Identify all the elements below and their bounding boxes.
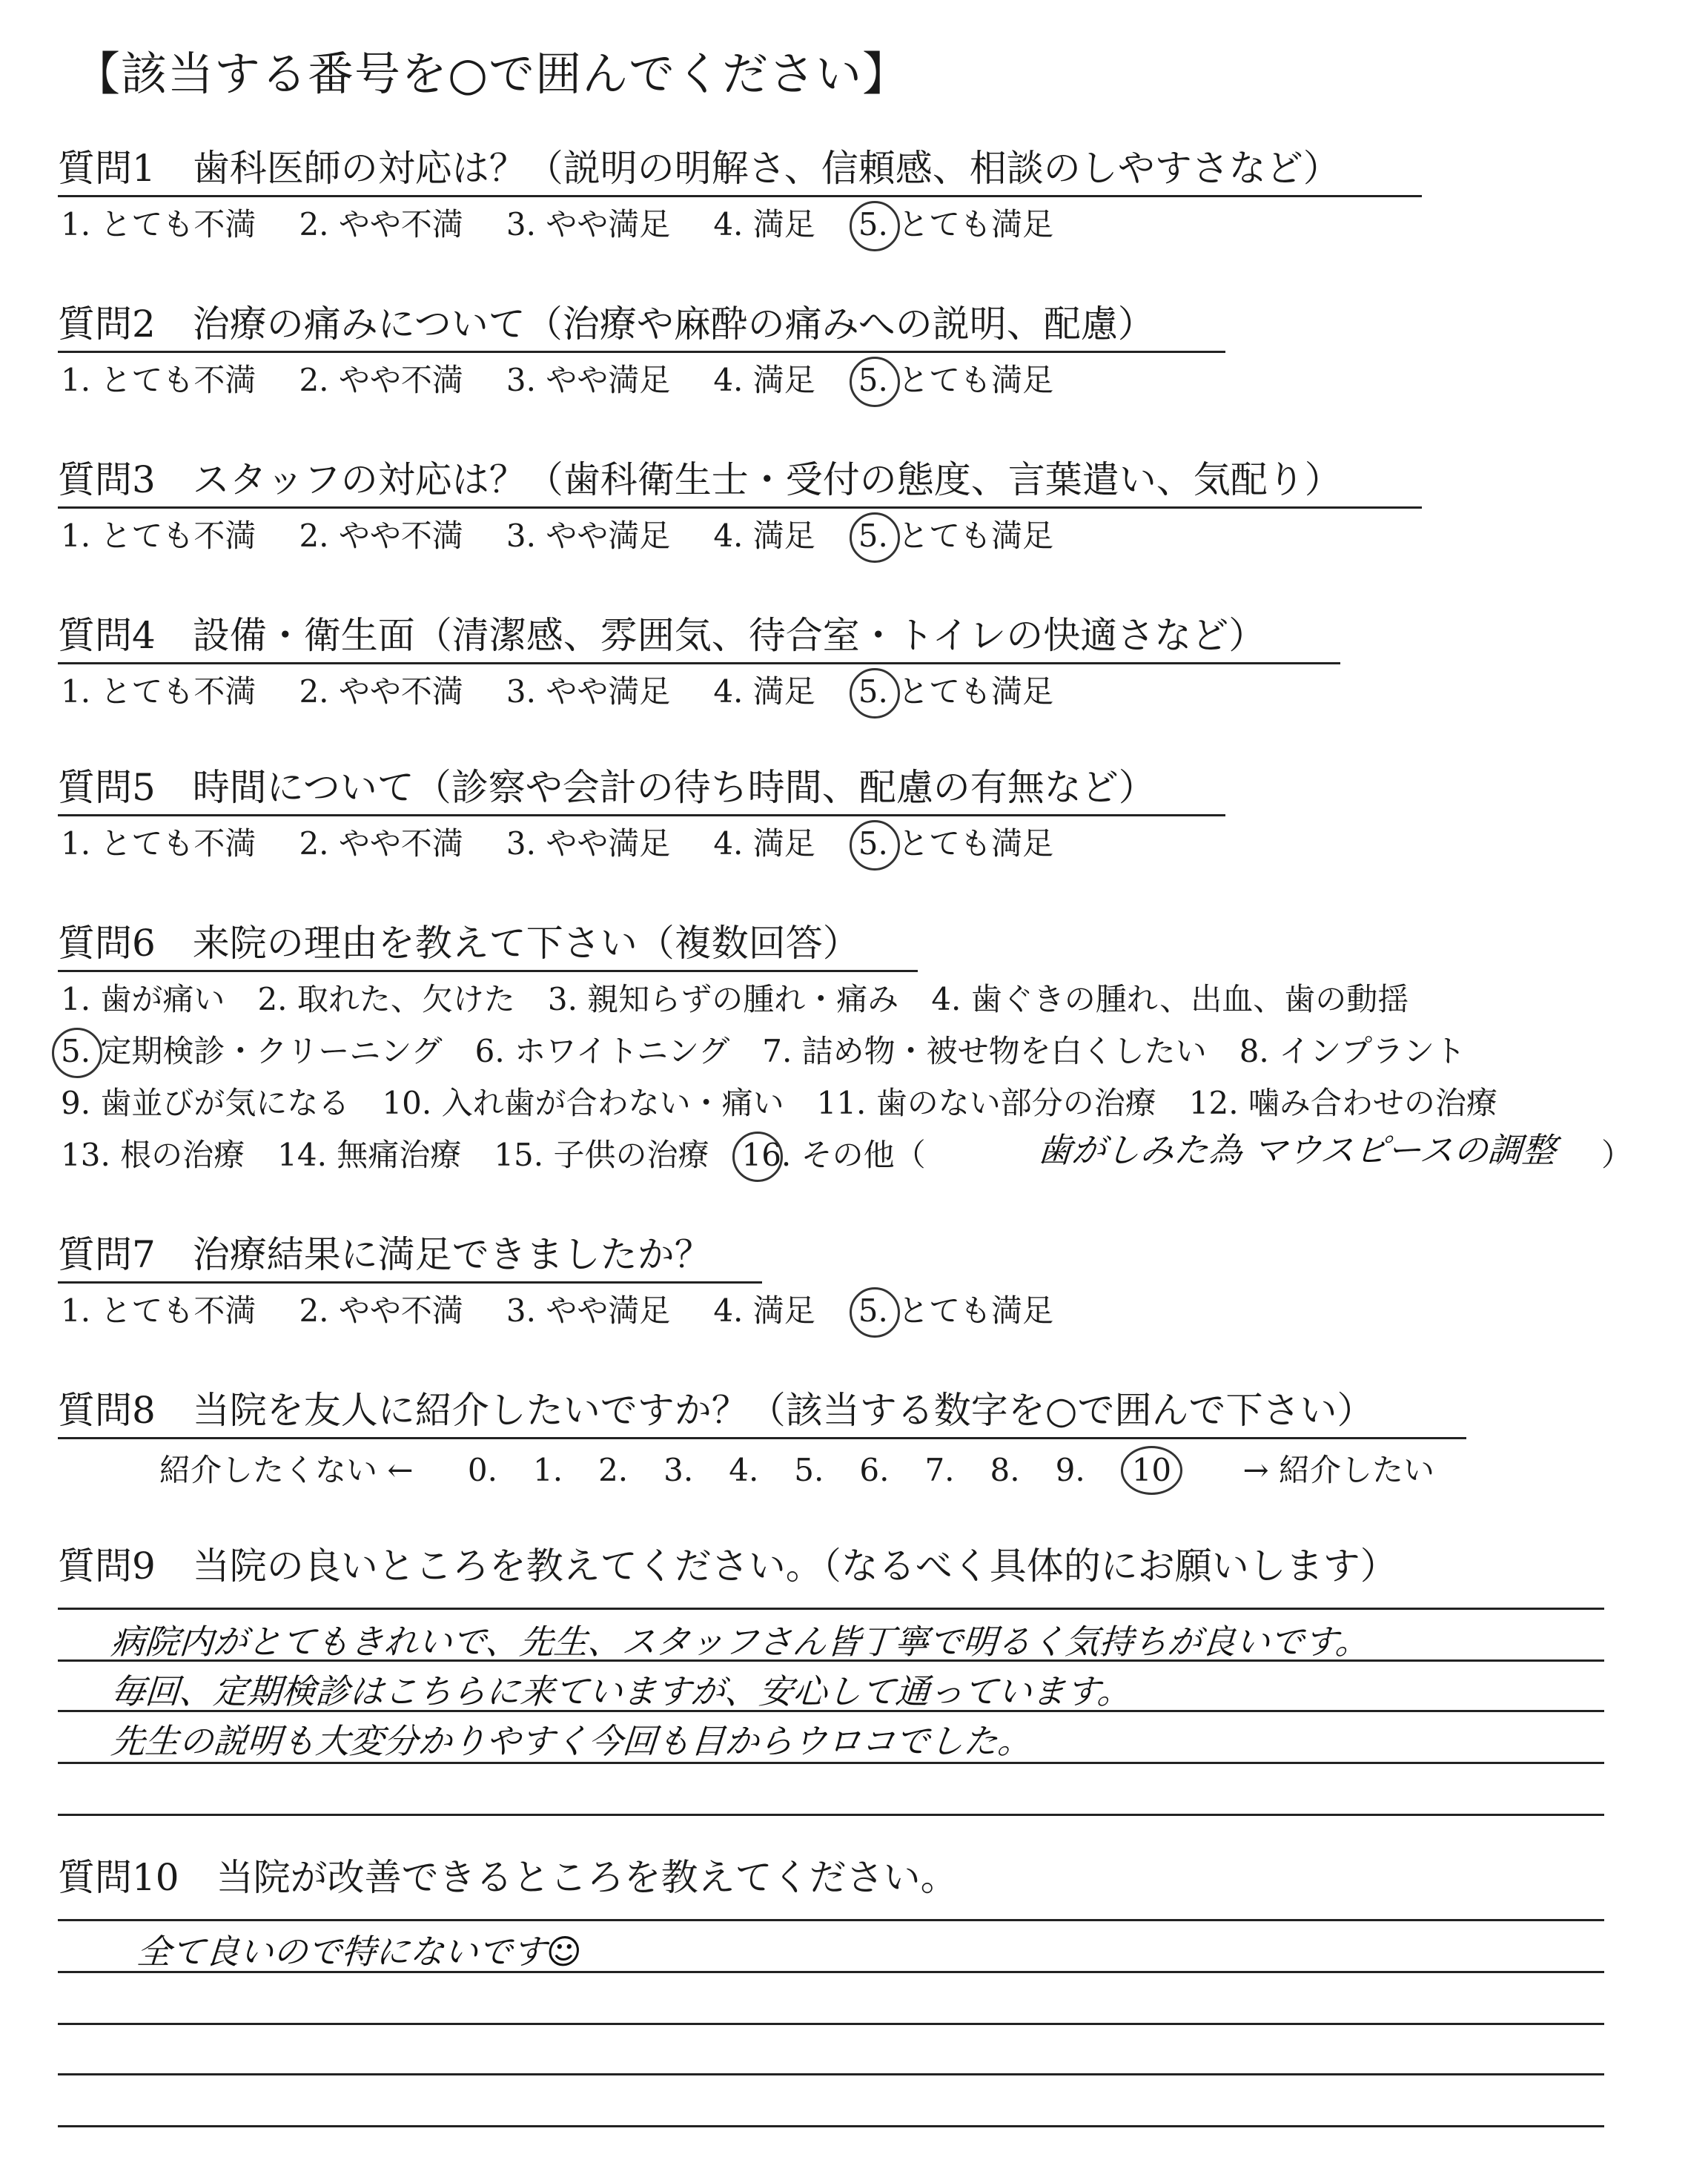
- q1-option-2: 2. やや不満: [299, 206, 463, 242]
- q9-answer-3: 先生の説明も大変分かりやすく今回も目からウロコでした。: [109, 1721, 1033, 1761]
- q1-option-4: 4. 満足: [713, 206, 815, 242]
- q2-option-2: 2. やや不満: [299, 362, 463, 398]
- q1-options: [61, 204, 1096, 245]
- q10-line-3: [58, 2023, 1604, 2025]
- q4-underline: [58, 662, 1340, 664]
- q2-title: 質問2 治療の痛みについて（治療や麻酔の痛みへの説明、配慮）: [58, 303, 1155, 346]
- q4-option-2: 2. やや不満: [299, 673, 463, 710]
- q8-scale-2: 2.: [598, 1452, 629, 1488]
- q6-option-4: 4. 歯ぐきの腫れ、出血、歯の動揺: [931, 981, 1409, 1017]
- q9-line-3: [58, 1710, 1604, 1712]
- q6-option-16: 16. その他（: [741, 1135, 925, 1176]
- q8-scale-9: 9.: [1055, 1452, 1085, 1488]
- q3-option-1: 1. とても不満: [61, 518, 256, 554]
- q7-option-4: 4. 満足: [713, 1292, 815, 1329]
- q6-title: 質問6 来院の理由を教えて下さい（複数回答）: [58, 922, 860, 965]
- q7-title: 質問7 治療結果に満足できましたか？: [58, 1233, 712, 1276]
- q3-options: [61, 515, 1096, 557]
- q4-title: 質問4 設備・衛生面（清潔感、雰囲気、待合室・トイレの快適さなど）: [58, 614, 1266, 657]
- q6-option-13: 13. 根の治療: [61, 1137, 245, 1173]
- q6-option-7: 7. 詰め物・被せ物を白くしたい: [762, 1033, 1207, 1069]
- q2-option-4: 4. 満足: [713, 362, 815, 398]
- q1-option-5: 5. とても満足: [858, 204, 1053, 245]
- q2-underline: [58, 351, 1225, 353]
- q10-line-2: [58, 1971, 1604, 1973]
- q10-answer: 全て良いので特にないです☺: [135, 1932, 583, 1972]
- q5-option-5: 5. とても満足: [858, 823, 1053, 865]
- q7-underline: [58, 1281, 762, 1284]
- q6-underline: [58, 970, 918, 972]
- q1-title: 質問1 歯科医師の対応は？（説明の明解さ、信頼感、相談のしやすさなど）: [58, 147, 1340, 190]
- q8-scale-3: 3.: [663, 1452, 694, 1488]
- q10-line-1: [58, 1919, 1604, 1921]
- q7-option-1: 1. とても不満: [61, 1292, 256, 1329]
- q1-underline: [58, 195, 1422, 197]
- q6-row-1: [61, 979, 1441, 1020]
- q8-scale-5: 5.: [794, 1452, 824, 1488]
- q4-option-3: 3. やや満足: [506, 673, 671, 710]
- q6-row-2: [61, 1031, 1498, 1072]
- q3-option-5: 5. とても満足: [858, 515, 1053, 557]
- q8-numbers: [468, 1446, 1218, 1495]
- q6-option-11: 11. 歯のない部分の治療: [816, 1085, 1156, 1121]
- q4-options: [61, 671, 1096, 713]
- q5-underline: [58, 814, 1225, 816]
- q9-line-4: [58, 1762, 1604, 1764]
- q8-left-text: 紹介したくない ←: [159, 1452, 414, 1488]
- q3-underline: [58, 506, 1422, 509]
- q5-title: 質問5 時間について（診察や会計の待ち時間、配慮の有無など）: [58, 766, 1156, 809]
- q2-option-3: 3. やや満足: [506, 362, 671, 398]
- q6-option-9: 9. 歯並びが気になる: [61, 1085, 350, 1121]
- q10-line-4: [58, 2073, 1604, 2075]
- q8-scale-1: 1.: [532, 1452, 563, 1488]
- q3-option-3: 3. やや満足: [506, 518, 671, 554]
- q8-scale-7: 7.: [924, 1452, 955, 1488]
- q3-option-2: 2. やや不満: [299, 518, 463, 554]
- q7-options: [61, 1290, 1096, 1332]
- q1-option-3: 3. やや満足: [506, 206, 671, 242]
- q8-right-text: → 紹介したい: [1242, 1452, 1435, 1488]
- q6-close-paren: ）: [1601, 1137, 1633, 1173]
- q6-option-15: 15. 子供の治療: [494, 1137, 709, 1173]
- q10-title: 質問10 当院が改善できるところを教えてください。: [58, 1856, 958, 1899]
- q6-option-2: 2. 取れた、欠けた: [257, 981, 515, 1017]
- q9-line-5: [58, 1814, 1604, 1816]
- page-header: 【該当する番号を○で囲んでください】: [74, 47, 910, 101]
- q6-option-14: 14. 無痛治療: [277, 1137, 462, 1173]
- q10-line-5: [58, 2125, 1604, 2127]
- q6-option-3: 3. 親知らずの腫れ・痛み: [547, 981, 899, 1017]
- q5-option-1: 1. とても不満: [61, 825, 256, 862]
- q9-line-2: [58, 1659, 1604, 1662]
- q8-scale-0: 0.: [467, 1452, 497, 1488]
- q8-scale: [159, 1446, 1434, 1495]
- q5-option-4: 4. 満足: [713, 825, 815, 862]
- q2-option-1: 1. とても不満: [61, 362, 256, 398]
- q8-scale-4: 4.: [729, 1452, 759, 1488]
- q6-option-6: 6. ホワイトニング: [474, 1033, 730, 1069]
- q6-row-4: [61, 1135, 959, 1176]
- q7-option-5: 5. とても満足: [858, 1290, 1053, 1332]
- q9-answer-2: 毎回、定期検診はこちらに来ていますが、安心して通っています。: [109, 1671, 1133, 1711]
- q6-option-8: 8. インプラント: [1239, 1033, 1466, 1069]
- q5-options: [61, 823, 1096, 865]
- q4-option-1: 1. とても不満: [61, 673, 256, 710]
- q9-line-1: [58, 1608, 1604, 1610]
- q4-option-5: 5. とても満足: [858, 671, 1053, 713]
- q2-options: [61, 360, 1096, 401]
- q5-option-3: 3. やや満足: [506, 825, 671, 862]
- q8-scale-8: 8.: [990, 1452, 1020, 1488]
- q6-option-5: 5. 定期検診・クリーニング: [61, 1031, 443, 1072]
- q8-title: 質問8 当院を友人に紹介したいですか？（該当する数字を○で囲んで下さい）: [58, 1389, 1374, 1432]
- q8-scale-6: 6.: [859, 1452, 890, 1488]
- q7-option-3: 3. やや満足: [506, 1292, 671, 1329]
- q6-option-12: 12. 噛み合わせの治療: [1188, 1085, 1497, 1121]
- q1-option-1: 1. とても不満: [61, 206, 256, 242]
- q5-option-2: 2. やや不満: [299, 825, 463, 862]
- q3-option-4: 4. 満足: [713, 518, 815, 554]
- q4-option-4: 4. 満足: [713, 673, 815, 710]
- q2-option-5: 5. とても満足: [858, 360, 1053, 401]
- q9-title: 質問9 当院の良いところを教えてください。（なるべく具体的にお願いします）: [58, 1545, 1397, 1588]
- q6-row-3: [61, 1083, 1530, 1124]
- q6-option-10: 10. 入れ歯が合わない・痛い: [382, 1085, 784, 1121]
- q8-scale-10: 10: [1121, 1446, 1182, 1495]
- q6-option-1: 1. 歯が痛い: [61, 981, 225, 1017]
- q3-title: 質問3 スタッフの対応は？（歯科衛生士・受付の態度、言葉遣い、気配り）: [58, 458, 1342, 501]
- q8-underline: [58, 1437, 1466, 1439]
- q9-answer-1: 病院内がとてもきれいで、先生、スタッフさん皆丁寧で明るく気持ちが良いです。: [109, 1622, 1371, 1662]
- q7-option-2: 2. やや不満: [299, 1292, 463, 1329]
- q6-other-text: 歯がしみた為 マウスピースの調整: [1036, 1130, 1558, 1170]
